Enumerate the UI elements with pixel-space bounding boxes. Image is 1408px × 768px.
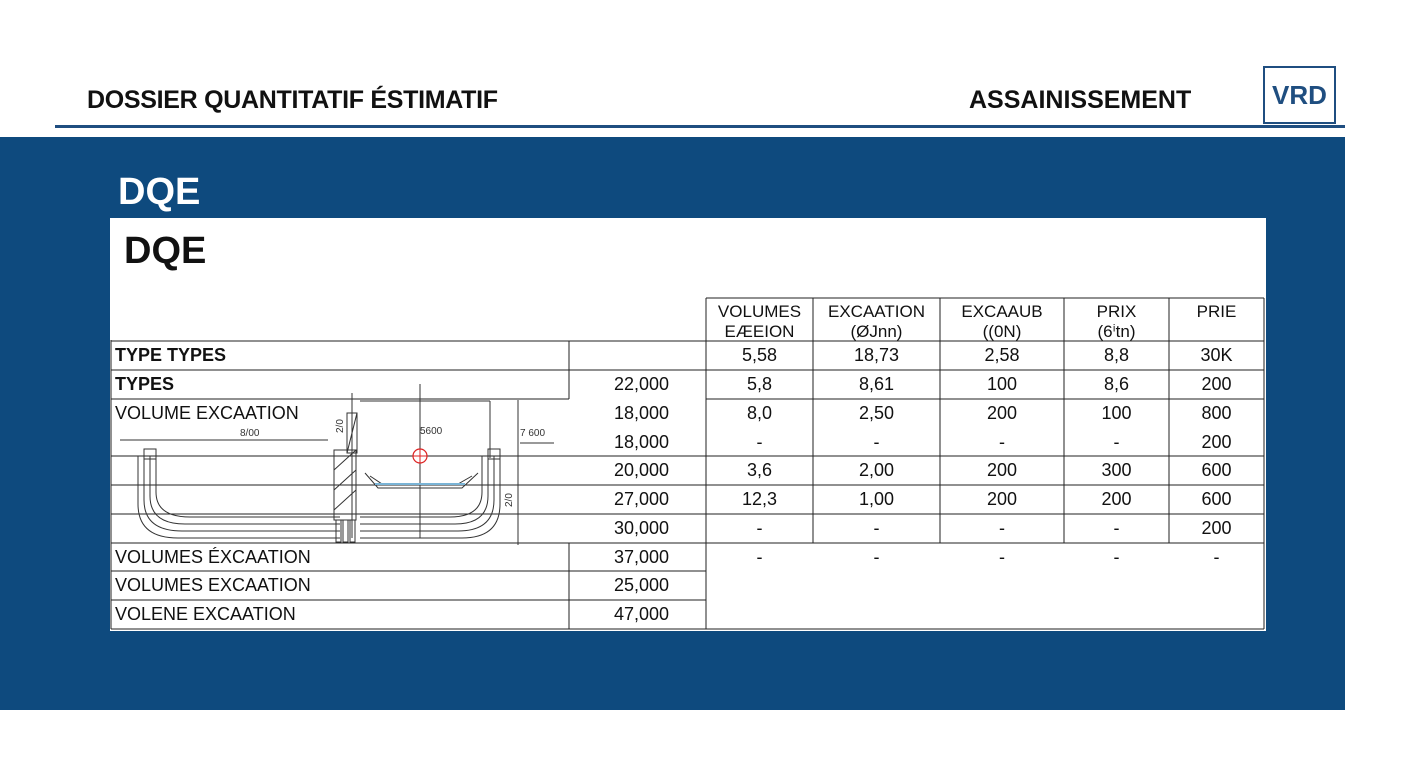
column-header: PRIX (6ⁱtn) (1096, 302, 1137, 341)
panel-title: DQE (118, 171, 201, 213)
table-cell: 8,0 (746, 403, 773, 423)
table-cell: 600 (1201, 460, 1232, 480)
table-cell: 8,8 (1103, 345, 1130, 365)
row-label: VOLUMES EXCAATION (115, 575, 311, 595)
row-label: VOLENE EXCAATION (115, 604, 296, 624)
table-cell: - (756, 432, 763, 452)
dqe-card (110, 218, 1266, 631)
table-cell: - (756, 518, 763, 538)
dim-label: 5600 (420, 426, 443, 437)
table-cell: 5,8 (746, 374, 773, 394)
table-cell: - (756, 547, 763, 567)
table-cell: - (873, 432, 880, 452)
table-cell: - (873, 518, 880, 538)
table-cell: 200 (1201, 374, 1232, 394)
table-cell: 2,00 (858, 460, 895, 480)
table-cell: - (873, 547, 880, 567)
table-cell: 600 (1201, 489, 1232, 509)
table-cell: 5,58 (741, 345, 778, 365)
table-cell: - (1113, 547, 1120, 567)
header-divider (55, 125, 1345, 128)
table-cell: 200 (1101, 489, 1132, 509)
table-cell: 8,6 (1103, 374, 1130, 394)
table-cell: 3,6 (746, 460, 773, 480)
table-cell: 200 (986, 460, 1018, 480)
row-value: 20,000 (613, 460, 669, 480)
table-cell: 12,3 (741, 489, 778, 509)
table-cell: - (1113, 518, 1120, 538)
row-label: TYPE TYPES (115, 345, 227, 365)
table-cell: - (999, 547, 1005, 567)
vrd-logo: VRD (1263, 66, 1336, 124)
row-value: 18,000 (613, 403, 669, 423)
row-value: 30,000 (613, 518, 669, 538)
table-cell: 2,58 (984, 345, 1020, 365)
table-cell: 200 (986, 489, 1018, 509)
table-cell: 100 (1101, 403, 1132, 423)
row-value: 18,000 (613, 432, 669, 452)
table-cell: 200 (1201, 432, 1232, 452)
row-value: 22,000 (613, 374, 669, 394)
row-label: VOLUME EXCAATION (115, 403, 299, 423)
table-cell: 200 (986, 403, 1018, 423)
table-cell: 100 (986, 374, 1018, 394)
table-cell: - (999, 432, 1005, 452)
dim-label: 2/0 (335, 419, 346, 433)
dim-label: 7 600 (520, 428, 546, 439)
dim-label: 2/0 (504, 493, 515, 507)
table-cell: 1,00 (858, 489, 895, 509)
row-value: 37,000 (613, 547, 669, 567)
table-cell: - (999, 518, 1005, 538)
table-cell: 18,73 (853, 345, 900, 365)
table-cell: 300 (1101, 460, 1132, 480)
row-value: 25,000 (613, 575, 669, 595)
row-value: 27,000 (613, 489, 669, 509)
column-header: EXCAATION (ØJnn) (828, 302, 925, 341)
table-cell: 200 (1201, 518, 1232, 538)
document-title: DOSSIER QUANTITATIF ÉSTIMATIF (87, 86, 498, 114)
row-value: 47,000 (613, 604, 669, 624)
dim-label: 8/00 (240, 428, 260, 439)
table-cell: - (1113, 432, 1120, 452)
row-label: TYPES (115, 374, 175, 394)
card-title: DQE (124, 230, 207, 272)
section-title: ASSAINISSEMENT (969, 86, 1192, 114)
column-header: EXCAAUB ((0N) (961, 302, 1043, 341)
table-cell: 800 (1201, 403, 1232, 423)
table-cell: 8,61 (858, 374, 895, 394)
table-cell: - (1213, 547, 1220, 567)
table-cell: 2,50 (858, 403, 895, 423)
table-cell: 30K (1200, 345, 1233, 365)
column-header: PRIE (1196, 302, 1237, 321)
row-label: VOLUMES ÉXCAATION (115, 547, 311, 567)
column-header: VOLUMES EÆEION (717, 302, 802, 341)
